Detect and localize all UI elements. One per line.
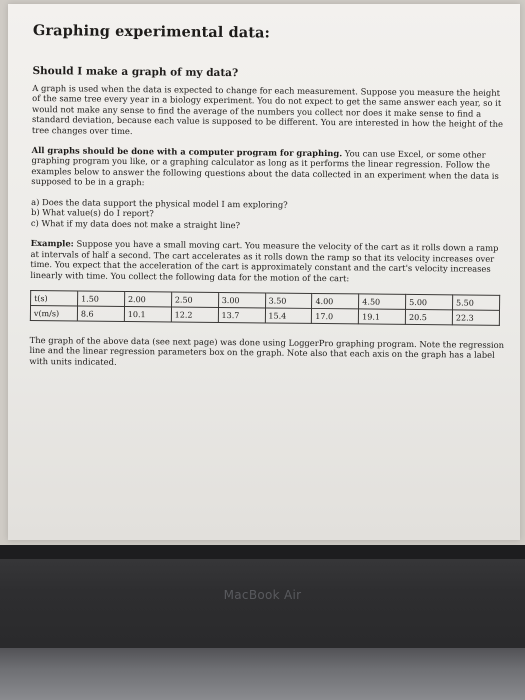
- paragraph-graph-software: [31, 145, 509, 192]
- section-heading: Should I make a graph of my data?: [32, 64, 239, 80]
- data-table: [30, 290, 500, 326]
- table-cell: 10.1: [124, 307, 171, 322]
- table-cell: 22.3: [452, 310, 499, 325]
- table-cell: 2.00: [124, 292, 171, 307]
- table-cell: 3.50: [265, 293, 312, 308]
- table-cell: 4.50: [359, 294, 406, 309]
- table-header-velocity: v(m/s): [30, 306, 77, 321]
- question-item: a) Does the data support the physical model I am exploring?: [31, 196, 288, 210]
- table-cell: 8.6: [77, 306, 124, 321]
- paragraph-graph-note: The graph of the above data (see next page) was done using LoggerPro graphing program. Note the regression line and the linear regression parameters box on the graph. Note also that each axis on the graph has a label with units indicated.: [29, 335, 505, 367]
- table-cell: 2.50: [171, 292, 218, 307]
- document-title: Graphing experimental data:: [32, 22, 271, 42]
- brand-label: MacBook Air: [223, 588, 302, 602]
- table-cell: 4.00: [312, 293, 359, 308]
- table-cell: 5.00: [406, 294, 453, 309]
- document-content: [29, 22, 511, 371]
- bezel-chin: [0, 545, 525, 559]
- table-cell: 1.50: [78, 291, 125, 306]
- table-cell: 19.1: [359, 309, 406, 324]
- document-page: [8, 4, 520, 540]
- paragraph-rest: You can use Excel, or some other graphing program you like, or a graphing calculator as long as it performs the linear regression. Follow the examples below to answer the following questions about the data collected in an experiment when the data is supposed to be in a graph:: [31, 148, 499, 188]
- table-cell: 12.2: [171, 307, 218, 322]
- table-cell: 5.50: [453, 295, 500, 310]
- laptop-hinge: [0, 648, 525, 700]
- table-cell: 17.0: [312, 308, 359, 323]
- table-cell: 20.5: [405, 309, 452, 324]
- paragraph-graph-purpose: A graph is used when the data is expected to change for each measurement. Suppose you measure the height of the same tree every year in a biology experiment. You do not expect to get the same answer each year, so it would not make any sense to find the average of the numbers you collect nor does it make sense to find a standard deviation, because each value is supposed to be different. You are interested in how the height of the tree changes over time.: [31, 82, 504, 136]
- table-cell: 13.7: [218, 308, 265, 323]
- table-header-time: t(s): [31, 291, 78, 306]
- table-cell: 3.00: [218, 293, 265, 308]
- example-label: Example:: [30, 238, 74, 249]
- paragraph-example: [30, 238, 508, 285]
- question-item: c) What if my data does not make a straight line?: [30, 217, 241, 231]
- question-list: [31, 197, 509, 234]
- table-cell: 15.4: [265, 308, 312, 323]
- example-text: Suppose you have a small moving cart. You measure the velocity of the cart as it rolls down a ramp at intervals of half a second. The cart accelerates as it rolls down the ramp so that its velocity increases over time. You expect that the acceleration of the cart is approximately constant and the cart's velocity increases linearly with time. You collect the following data for the motion of the cart:: [30, 238, 499, 283]
- paragraph-bold-lead: All graphs should be done with a computer program for graphing.: [31, 145, 343, 159]
- question-item: b) What value(s) do I report?: [30, 207, 154, 219]
- after-table-section: [29, 335, 507, 371]
